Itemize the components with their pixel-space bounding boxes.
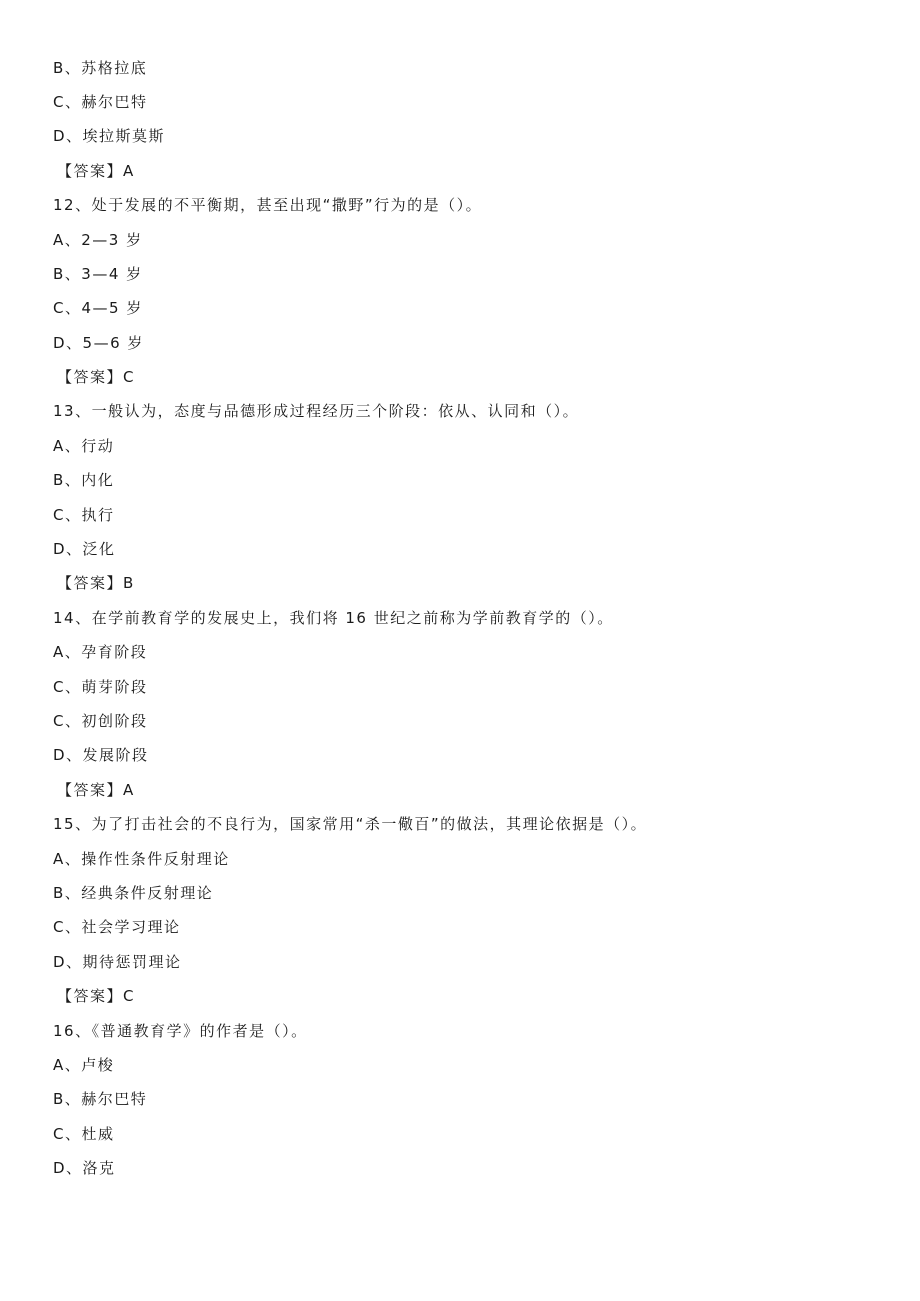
answer-q11: 【答案】A (57, 162, 135, 180)
option-c-q16: C、杜威 (53, 1125, 115, 1143)
option-d-q13: D、泛化 (53, 540, 116, 558)
option-d-q16: D、洛克 (53, 1159, 116, 1177)
answer-q12: 【答案】C (57, 368, 135, 386)
option-a-q12: A、2—3 岁 (53, 231, 143, 249)
question-16: 16、《普通教育学》的作者是（）。 (53, 1022, 308, 1040)
option-a-q13: A、行动 (53, 437, 115, 455)
answer-q15: 【答案】C (57, 987, 135, 1005)
option-a-q16: A、卢梭 (53, 1056, 115, 1074)
option-c-q14: C、萌芽阶段 (53, 678, 148, 696)
option-c-q15: C、社会学习理论 (53, 918, 181, 936)
option-c-q13: C、执行 (53, 506, 115, 524)
question-12: 12、处于发展的不平衡期，甚至出现“撒野”行为的是（）。 (53, 196, 483, 214)
option-b-q15: B、经典条件反射理论 (53, 884, 214, 902)
option-d-q12: D、5—6 岁 (53, 334, 144, 352)
option-b-q12: B、3—4 岁 (53, 265, 143, 283)
option-c-q12: C、4—5 岁 (53, 299, 143, 317)
option-a-q15: A、操作性条件反射理论 (53, 850, 230, 868)
option-d-q15: D、期待惩罚理论 (53, 953, 182, 971)
option-b-q11: B、苏格拉底 (53, 59, 148, 77)
option-b-q16: B、赫尔巴特 (53, 1090, 148, 1108)
question-14: 14、在学前教育学的发展史上，我们将 16 世纪之前称为学前教育学的（）。 (53, 609, 614, 627)
option-d-q11: D、埃拉斯莫斯 (53, 127, 166, 145)
answer-q13: 【答案】B (57, 574, 135, 592)
option-b-q13: B、内化 (53, 471, 115, 489)
option-d-q14: D、发展阶段 (53, 746, 149, 764)
question-13: 13、一般认为，态度与品德形成过程经历三个阶段：依从、认同和（）。 (53, 402, 580, 420)
question-15: 15、为了打击社会的不良行为，国家常用“杀一儆百”的做法，其理论依据是（）。 (53, 815, 648, 833)
option-c-q11: C、赫尔巴特 (53, 93, 148, 111)
answer-q14: 【答案】A (57, 781, 135, 799)
option-a-q14: A、孕育阶段 (53, 643, 148, 661)
option-c2-q14: C、初创阶段 (53, 712, 148, 730)
